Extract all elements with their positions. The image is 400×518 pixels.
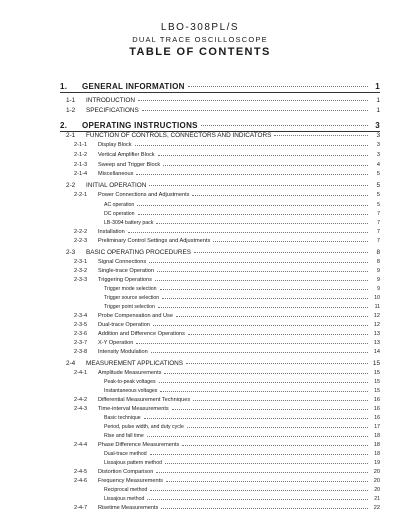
dot-leader	[164, 373, 368, 374]
toc-entry-page: 16	[373, 406, 380, 412]
toc-entry-title: Differential Measurement Techniques	[98, 397, 191, 403]
toc-entry-title: Miscellaneous	[98, 171, 134, 177]
toc-entry	[104, 486, 380, 495]
dot-leader	[147, 499, 368, 500]
toc-entry	[74, 141, 380, 150]
toc-entry-number: 2-4-3	[74, 406, 88, 412]
section-rule	[60, 92, 380, 93]
toc-entry-title: Basic technique	[104, 415, 141, 421]
toc-entry-number: 2-4-7	[74, 505, 88, 511]
toc-entry-title: Vertical Amplifier Block	[98, 152, 155, 158]
toc-entry	[104, 423, 380, 432]
toc-entry-page: 18	[373, 442, 380, 448]
dot-leader	[182, 445, 368, 446]
toc-entry-page: 1	[376, 107, 380, 114]
toc-entry-title: Reciprocal method	[104, 487, 148, 493]
toc-entry-number: 2-4-5	[74, 469, 88, 475]
dot-leader	[155, 280, 368, 281]
toc-entry	[74, 312, 380, 321]
toc-entry-number: 2-4	[66, 360, 76, 367]
toc-entry-title: Amplitude Measurements	[98, 370, 162, 376]
toc-entry	[66, 131, 380, 140]
toc-entry-page: 12	[373, 313, 380, 319]
toc-entry	[104, 378, 380, 387]
toc-entry	[104, 219, 380, 228]
toc-entry-title: Peak-to-peak voltages	[104, 379, 156, 385]
toc-entry-title: Risetime Measurements	[98, 505, 159, 511]
dot-leader	[136, 343, 368, 344]
toc-entry-page: 4	[376, 162, 380, 168]
toc-entry	[74, 258, 380, 267]
toc-entry-page: 15	[373, 370, 380, 376]
toc-entry-title: Signal Connections	[98, 259, 147, 265]
toc-entry	[74, 161, 380, 170]
section-rule	[60, 131, 380, 132]
toc-entry-title: GENERAL INFORMATION	[82, 82, 185, 91]
toc-entry-number: 2-3-3	[74, 277, 88, 283]
dot-leader	[194, 252, 368, 253]
toc-entry-title: AC operation	[104, 202, 135, 208]
toc-entry	[104, 450, 380, 459]
toc-entry-page: 5	[376, 171, 380, 177]
toc-entry	[74, 504, 380, 513]
dot-leader	[135, 145, 368, 146]
dot-leader	[201, 125, 368, 126]
dot-leader	[156, 223, 368, 224]
toc-entry-number: 1-1	[66, 97, 76, 104]
toc-entry-page: 8	[376, 249, 380, 256]
toc-entry-page: 18	[374, 451, 380, 457]
toc-entry	[74, 441, 380, 450]
dot-leader	[151, 352, 368, 353]
toc-entry-title: Dual-trace Operation	[98, 322, 150, 328]
toc-entry-page: 8	[376, 259, 380, 265]
toc-entry	[74, 468, 380, 477]
dot-leader	[188, 86, 368, 87]
toc-entry	[74, 321, 380, 330]
dot-leader	[165, 463, 368, 464]
toc-entry	[74, 191, 380, 200]
toc-entry-number: 2-3-5	[74, 322, 88, 328]
toc-entry-number: 2-1	[66, 132, 76, 139]
toc-entry-number: 2-3-1	[74, 259, 88, 265]
toc-entry-title: Probe Compensation and Use	[98, 313, 173, 319]
dot-leader	[149, 185, 368, 186]
toc-entry-title: FUNCTION OF CONTROLS, CONNECTORS AND INDICATORS	[86, 132, 272, 139]
toc-entry-title: Intensity Modulation	[98, 349, 148, 355]
toc-entry-title: Lissajous pattern method	[104, 460, 162, 466]
toc-entry	[60, 82, 380, 91]
toc-entry-title: Distortion Comparison	[98, 469, 154, 475]
toc-entry-page: 5	[377, 202, 380, 208]
dot-leader	[157, 271, 368, 272]
toc-entry-title: Addition and Difference Operations	[98, 331, 185, 337]
toc-entry-page: 19	[374, 460, 380, 466]
toc-entry	[104, 387, 380, 396]
toc-entry-page: 3	[376, 142, 380, 148]
toc-entry-number: 2-3-2	[74, 268, 88, 274]
toc-entry-title: Lissajous method	[104, 496, 145, 502]
toc-entry-page: 9	[377, 286, 380, 292]
dot-leader	[274, 135, 368, 136]
toc-entry-title: Instantaneous voltages	[104, 388, 158, 394]
dot-leader	[192, 195, 368, 196]
toc-entry-title: Phase Difference Measurements	[98, 442, 180, 448]
dot-leader	[144, 418, 368, 419]
toc-entry	[66, 96, 380, 105]
dot-leader	[159, 382, 368, 383]
toc-entry-number: 2-2	[66, 182, 76, 189]
document-subtitle: DUAL TRACE OSCILLOSCOPE	[132, 35, 268, 44]
toc-entry-page: 18	[374, 433, 380, 439]
toc-entry-number: 2-4-2	[74, 397, 88, 403]
toc-entry-page: 5	[376, 192, 380, 198]
toc-entry-number: 2-4-4	[74, 442, 88, 448]
dot-leader	[150, 490, 368, 491]
toc-entry-page: 20	[373, 478, 380, 484]
toc-entry-number: 2-4-6	[74, 478, 88, 484]
dot-leader	[156, 472, 368, 473]
dot-leader	[153, 325, 368, 326]
toc-entry-number: 2-2-1	[74, 192, 88, 198]
toc-entry-number: 1-2	[66, 107, 76, 114]
toc-entry	[74, 339, 380, 348]
toc-entry	[104, 303, 380, 312]
toc-entry-page: 7	[377, 220, 380, 226]
toc-entry-page: 13	[373, 340, 380, 346]
toc-entry-title: SPECIFICATIONS	[86, 107, 139, 114]
toc-entry-page: 16	[374, 415, 380, 421]
dot-leader	[150, 454, 368, 455]
toc-entry	[66, 181, 380, 190]
toc-entry-number: 2-4-1	[74, 370, 88, 376]
toc-entry	[104, 495, 380, 504]
toc-entry-page: 10	[374, 295, 380, 301]
toc-entry-page: 9	[376, 277, 380, 283]
toc-entry-page: 1	[375, 82, 380, 91]
toc-entry-title: INITIAL OPERATION	[86, 182, 147, 189]
toc-title: TABLE OF CONTENTS	[129, 46, 271, 58]
toc-entry	[74, 228, 380, 237]
toc-entry	[74, 396, 380, 405]
toc-entry-title: Trigger mode selection	[104, 286, 157, 292]
toc-entry-page: 14	[373, 349, 380, 355]
toc-entry-page: 7	[376, 238, 380, 244]
toc-entry-number: 2-3-4	[74, 313, 88, 319]
toc-entry-title: Preliminary Control Settings and Adjustments	[98, 238, 211, 244]
dot-leader	[166, 481, 368, 482]
toc-entry-title: Period, pulse width, and duty cycle	[104, 424, 184, 430]
toc-entry-title: INTRODUCTION	[86, 97, 135, 104]
toc-entry-page: 7	[376, 229, 380, 235]
toc-entry	[104, 201, 380, 210]
dot-leader	[186, 363, 368, 364]
toc-entry-title: Single-trace Operation	[98, 268, 154, 274]
toc-entry-page: 17	[374, 424, 380, 430]
toc-entry-title: Trigger point selection	[104, 304, 155, 310]
toc-entry-number: 2-3-7	[74, 340, 88, 346]
toc-entry-number: 2-1-3	[74, 162, 88, 168]
toc-entry	[74, 330, 380, 339]
toc-entry	[66, 248, 380, 257]
toc-entry	[66, 359, 380, 368]
dot-leader	[176, 316, 368, 317]
toc-entry	[104, 285, 380, 294]
toc-entry-number: 2-2-2	[74, 229, 88, 235]
toc-entry-number: 2-1-1	[74, 142, 88, 148]
dot-leader	[187, 427, 368, 428]
toc-entry	[104, 294, 380, 303]
toc-entry	[60, 121, 380, 130]
toc-entry	[74, 276, 380, 285]
dot-leader	[149, 262, 368, 263]
toc-entry	[104, 459, 380, 468]
toc-entry-title: Frequency Measurements	[98, 478, 163, 484]
dot-leader	[213, 241, 368, 242]
toc-entry-page: 1	[376, 97, 380, 104]
toc-entry-page: 22	[373, 505, 380, 511]
dot-leader	[160, 391, 368, 392]
dot-leader	[162, 298, 368, 299]
toc-entry-title: Trigger source selection	[104, 295, 160, 301]
dot-leader	[158, 155, 368, 156]
toc-entry-page: 15	[374, 379, 380, 385]
toc-entry-title: Rise and fall time	[104, 433, 144, 439]
dot-leader	[138, 100, 368, 101]
dot-leader	[160, 289, 368, 290]
model-number: LBO-308PL/S	[160, 22, 240, 33]
toc-entry-page: 3	[376, 152, 380, 158]
toc-entry	[66, 106, 380, 115]
toc-entry-page: 20	[374, 487, 380, 493]
toc-entry-title: DC operation	[104, 211, 135, 217]
toc-entry-page: 9	[376, 268, 380, 274]
dot-leader	[172, 409, 368, 410]
toc-entry	[104, 432, 380, 441]
toc-entry-page: 12	[373, 322, 380, 328]
toc-entry-page: 13	[373, 331, 380, 337]
toc-entry-title: Triggering Operations	[98, 277, 152, 283]
toc-entry-title: BASIC OPERATING PROCEDURES	[86, 249, 191, 256]
toc-entry	[104, 414, 380, 423]
dot-leader	[142, 110, 368, 111]
toc-entry-page: 16	[373, 397, 380, 403]
toc-entry	[74, 477, 380, 486]
toc-entry-number: 2-2-3	[74, 238, 88, 244]
toc-entry-title: Time-interval Measurements	[98, 406, 169, 412]
toc-entry	[74, 369, 380, 378]
toc-entry-title: Dual-trace method	[104, 451, 147, 457]
toc-entry	[74, 348, 380, 357]
toc-entry-page: 15	[372, 360, 380, 367]
dot-leader	[158, 307, 368, 308]
dot-leader	[147, 436, 368, 437]
toc-entry-page: 15	[374, 388, 380, 394]
toc-entry-title: Display Block	[98, 142, 132, 148]
toc-entry	[74, 267, 380, 276]
toc-entry-page: 3	[375, 121, 380, 130]
toc-entry-number: 2-3-8	[74, 349, 88, 355]
toc-entry-number: 1.	[60, 82, 68, 91]
toc-entry-page: 7	[377, 211, 380, 217]
toc-entry-title: Sweep and Trigger Block	[98, 162, 161, 168]
toc-entry-title: LB-3094 battery pack	[104, 220, 154, 226]
dot-leader	[161, 508, 368, 509]
toc-entry-number: 2-1-4	[74, 171, 88, 177]
toc-entry	[74, 405, 380, 414]
toc-entry-number: 2-3-6	[74, 331, 88, 337]
toc-entry	[74, 170, 380, 179]
toc-entry-title: X-Y Operation	[98, 340, 134, 346]
toc-entry	[74, 151, 380, 160]
dot-leader	[138, 214, 368, 215]
dot-leader	[163, 165, 368, 166]
dot-leader	[137, 205, 368, 206]
dot-leader	[188, 334, 368, 335]
dot-leader	[136, 174, 368, 175]
toc-entry-number: 2.	[60, 121, 68, 130]
toc-entry-number: 2-1-2	[74, 152, 88, 158]
toc-entry-title: Installation	[98, 229, 125, 235]
toc-entry-title: Power Connections and Adjustments	[98, 192, 190, 198]
toc-entry-title: OPERATING INSTRUCTIONS	[82, 121, 198, 130]
toc-entry-number: 2-3	[66, 249, 76, 256]
toc-entry-page: 3	[376, 132, 380, 139]
dot-leader	[128, 232, 368, 233]
toc-entry-title: MEASUREMENT APPLICATIONS	[86, 360, 184, 367]
toc-entry-page: 11	[374, 304, 380, 310]
toc-entry-page: 20	[373, 469, 380, 475]
toc-entry-page: 21	[374, 496, 380, 502]
toc-entry-page: 5	[376, 182, 380, 189]
toc-entry	[104, 210, 380, 219]
dot-leader	[193, 400, 368, 401]
toc-entry	[74, 237, 380, 246]
